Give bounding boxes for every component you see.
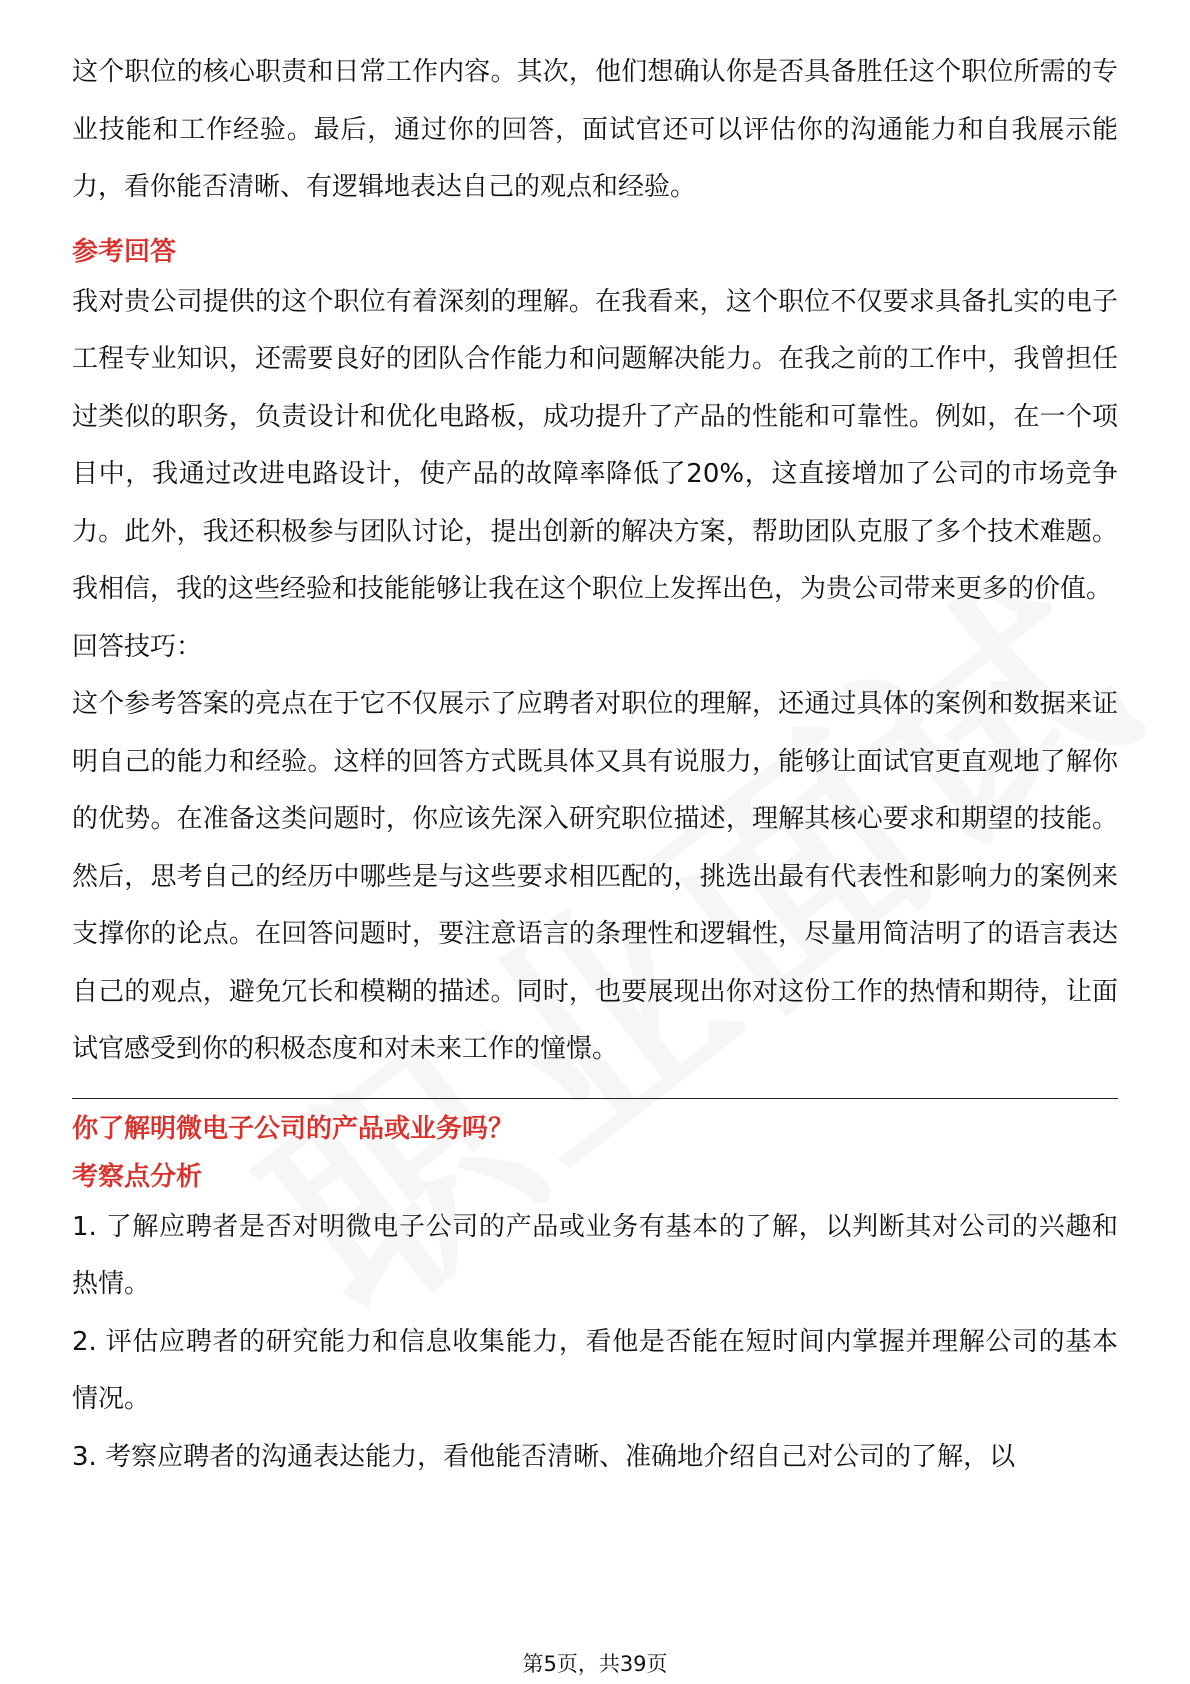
intro-paragraph: 这个职位的核心职责和日常工作内容。其次，他们想确认你是否具备胜任这个职位所需的专业技能和工作经验。最后，通过你的回答，面试官还可以评估你的沟通能力和自我展示能力，看你能否清晰、有逻辑地表达自己的观点和经验。	[72, 57, 1118, 202]
analysis-item: 1. 了解应聘者是否对明微电子公司的产品或业务有基本的了解，以判断其对公司的兴趣和热情。	[72, 1211, 1118, 1299]
interview-question: 你了解明微电子公司的产品或业务吗？	[72, 1113, 515, 1144]
tips-paragraph: 这个参考答案的亮点在于它不仅展示了应聘者对职位的理解，还通过具体的案例和数据来证明自己的能力和经验。这样的回答方式既具体又具有说服力，能够让面试官更直观地了解你的优势。在准备这类问题时，你应该先深入研究职位描述，理解其核心要求和期望的技能。然后，思考自己的经历中哪些是与这些要求相匹配的，挑选出最有代表性和影响力的案例来支撑你的论点。在回答问题时，要注意语言的条理性和逻辑性，尽量用简洁明了的语言表达自己的观点，避免冗长和模糊的描述。同时，也要展现出你对这份工作的热情和期待，让面试官感受到你的积极态度和对未来工作的憧憬。	[72, 689, 1118, 1064]
analysis-item: 3. 考察应聘者的沟通表达能力，看他能否清晰、准确地介绍自己对公司的了解，以	[72, 1441, 1016, 1472]
page-number-footer: 第5页，共39页	[522, 1652, 668, 1676]
document-page	[72, 44, 1118, 1486]
reference-answer-paragraph: 我对贵公司提供的这个职位有着深刻的理解。在我看来，这个职位不仅要求具备扎实的电子工程专业知识，还需要良好的团队合作能力和问题解决能力。在我之前的工作中，我曾担任过类似的职务，负责设计和优化电路板，成功提升了产品的性能和可靠性。例如，在一个项目中，我通过改进电路设计，使产品的故障率降低了20%，这直接增加了公司的市场竞争力。此外，我还积极参与团队讨论，提出创新的解决方案，帮助团队克服了多个技术难题。我相信，我的这些经验和技能能够让我在这个职位上发挥出色，为贵公司带来更多的价值。	[72, 286, 1118, 604]
tips-label: 回答技巧：	[72, 631, 203, 662]
reference-answer-heading: 参考回答	[72, 236, 177, 267]
analysis-heading: 考察点分析	[72, 1161, 203, 1192]
section-divider	[72, 1098, 1118, 1099]
analysis-item: 2. 评估应聘者的研究能力和信息收集能力，看他是否能在短时间内掌握并理解公司的基本情况。	[72, 1326, 1118, 1414]
